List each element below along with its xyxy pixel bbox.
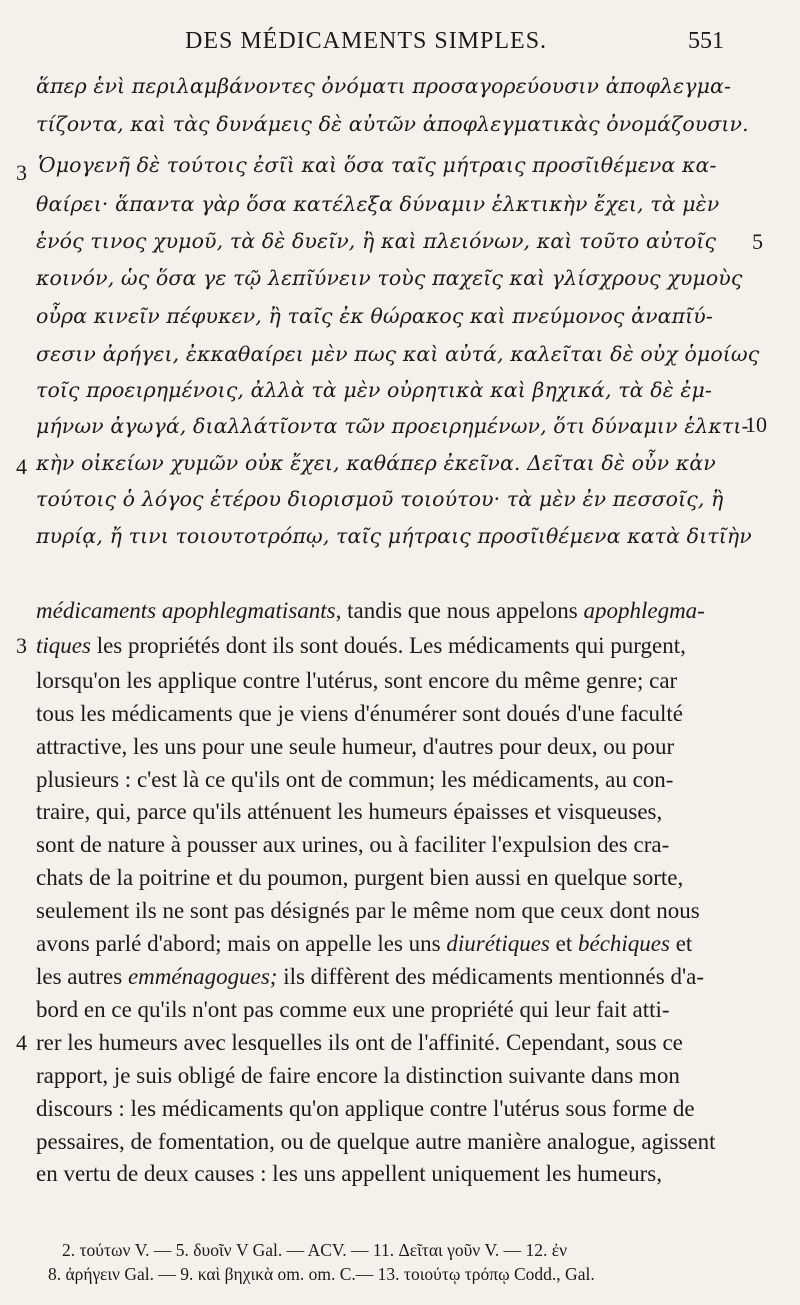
section-marker: 3 — [16, 633, 27, 658]
greek-line: τούτοις ὁ λόγος ἑτέρου διορισμοῦ τοιούτου· τὰ μὲν ἐν πεσσοῖς, ἢ — [36, 487, 724, 511]
italic-term: diurétiques — [446, 931, 550, 956]
greek-line: ἑνός τινος χυμοῦ, τὰ δὲ δυεῖν, ἢ καὶ πλειόνων, καὶ τοῦτο αὐτοῖς — [36, 229, 717, 253]
french-line: en vertu de deux causes : les uns appellent uniquement les humeurs, — [36, 1161, 662, 1186]
french-line: les autres emménagogues; ils diffèrent des médicaments mentionnés d'a- — [36, 964, 704, 989]
french-line: lorsqu'on les applique contre l'utérus, sont encore du même genre; car — [36, 668, 678, 693]
french-line: seulement ils ne sont pas désignés par le même nom que ceux dont nous — [36, 898, 700, 923]
italic-term: emménagogues; — [127, 964, 278, 989]
greek-line: μήνων ἀγωγά, διαλλάτῖοντα τῶν προειρημένων, ὅτι δύναμιν ἑλκτι- — [36, 414, 749, 438]
greek-line: ἅπερ ἑνὶ περιλαμβάνοντες ὀνόματι προσαγορεύουσιν ἀποφλεγμα- — [36, 74, 732, 98]
french-line: traire, qui, parce qu'ils atténuent les humeurs épaisses et visqueuses, — [36, 799, 663, 824]
french-line: avons parlé d'abord; mais on appelle les uns diurétiques et béchiques et — [36, 931, 693, 956]
greek-line: Ὁμογενῆ δὲ τούτοις ἐσῖὶ καὶ ὅσα ταῖς μήτραις προσῖιθέμενα κα- — [38, 153, 717, 177]
running-title: DES MÉDICAMENTS SIMPLES. — [185, 28, 548, 54]
french-line: pessaires, de fomentation, ou de quelque autre manière analogue, agissent — [36, 1129, 716, 1154]
french-line: médicaments apophlegmatisants, tandis que nous appelons apophlegma- — [36, 598, 705, 623]
italic-term: médicaments apophlegmatisants, — [36, 598, 342, 623]
french-line: sont de nature à pousser aux urines, ou à faciliter l'expulsion des cra- — [36, 832, 670, 857]
footnote-line: 2. τούτων V. — 5. δυοῖν V Gal. — ACV. — 11. Δεῖται γοῦν V. — 12. ἐν — [62, 1240, 568, 1260]
section-marker: 3 — [16, 160, 27, 185]
french-line: plusieurs : c'est là ce qu'ils ont de commun; les médicaments, au con- — [36, 767, 674, 792]
greek-line: τίζοντα, καὶ τὰς δυνάμεις δὲ αὐτῶν ἀποφλεγματικὰς ὀνομάζουσιν. — [36, 112, 749, 136]
italic-term: apophlegma- — [583, 598, 705, 623]
section-marker: 4 — [16, 1030, 27, 1055]
italic-term: béchiques — [577, 931, 670, 956]
greek-line: πυρίᾳ, ἤ τινι τοιουτοτρόπῳ, ταῖς μήτραις προσῖιθέμενα κατὰ διτῖὴν — [36, 524, 752, 548]
french-line: discours : les médicaments qu'on applique contre l'utérus sous forme de — [36, 1096, 695, 1121]
french-line: rapport, je suis obligé de faire encore la distinction suivante dans mon — [36, 1063, 680, 1088]
footnote-line: 8. ἀρήγειν Gal. — 9. καὶ βηχικὰ om. om. C.— 13. τοιούτῳ τρόπῳ Codd., Gal. — [48, 1264, 595, 1284]
greek-line: σεσιν ἀρήγει, ἐκκαθαίρει μὲν πως καὶ αὐτά, καλεῖται δὲ οὐχ ὁμοίως — [36, 342, 760, 366]
greek-line: οὖρα κινεῖν πέφυκεν, ἢ ταῖς ἐκ θώρακος καὶ πνεύμονος ἀναπῖύ- — [36, 304, 713, 328]
greek-line: κὴν οἰκείων χυμῶν οὐκ ἔχει, καθάπερ ἐκεῖνα. Δεῖται δὲ οὖν κἀν — [36, 451, 716, 475]
italic-term: tiques — [36, 633, 91, 658]
greek-line: τοῖς προειρημένοις, ἀλλὰ τὰ μὲν οὐρητικὰ καὶ βηχικά, τὰ δὲ ἐμ- — [36, 378, 712, 402]
line-number: 10 — [745, 412, 767, 437]
french-line: attractive, les uns pour une seule humeur, d'autres pour deux, ou pour — [36, 734, 675, 759]
french-line: chats de la poitrine et du poumon, purgent bien aussi en quelque sorte, — [36, 865, 684, 890]
line-number: 5 — [752, 229, 763, 254]
french-line: tous les médicaments que je viens d'énumérer sont doués d'une faculté — [36, 701, 683, 726]
section-marker: 4 — [16, 454, 27, 479]
french-line: rer les humeurs avec lesquelles ils ont de l'affinité. Cependant, sous ce — [36, 1030, 683, 1055]
greek-line: κοινόν, ὡς ὅσα γε τῷ λεπῖύνειν τοὺς παχεῖς καὶ γλίσχρους χυμοὺς — [36, 266, 743, 290]
french-line: bord en ce qu'ils n'ont pas comme eux une propriété qui leur fait atti- — [36, 997, 670, 1022]
greek-line: θαίρει· ἅπαντα γὰρ ὅσα κατέλεξα δύναμιν ἑλκτικὴν ἔχει, τὰ μὲν — [36, 192, 720, 216]
page-number: 551 — [688, 28, 724, 54]
french-line: tiques les propriétés dont ils sont doués. Les médicaments qui purgent, — [36, 633, 686, 658]
page-header — [0, 28, 800, 62]
